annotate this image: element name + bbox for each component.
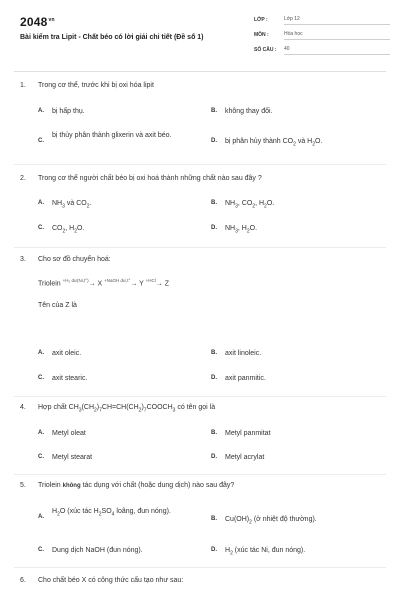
question-number: 5. xyxy=(20,482,26,489)
header-divider xyxy=(14,71,386,72)
option-text: $CO_2$, $H_2O$. xyxy=(52,225,85,235)
reaction-scheme: Triolein $^{+H_2 dư(Ni,t^\circ)}$→ X $^{+NaOH dư,t^\circ}$→ Y $^{+HCl}$→ Z xyxy=(38,278,170,288)
question-text: Trong cơ thể người chất béo bị oxi hoá thành những chất nào sau đây ? xyxy=(38,175,262,182)
option-text: bị hấp thụ. xyxy=(52,108,85,115)
option-text: $NH_3$ và $CO_2$. xyxy=(52,200,92,210)
question-text: Trong cơ thể, trước khi bị oxi hóa lipit xyxy=(38,82,154,89)
question-number: 1. xyxy=(20,82,26,89)
logo-suffix: vn xyxy=(48,17,55,23)
option-text: Metyl panmitat xyxy=(225,430,271,437)
site-logo[interactable]: $2048^{vn}$ xyxy=(20,15,55,29)
option-text: $NH_3$, $H_2O$. xyxy=(225,225,258,235)
meta-question-count: SỐ CÂU : 40 xyxy=(254,47,394,53)
question-number: 4. xyxy=(20,404,26,411)
option-text: axit linoleic. xyxy=(225,350,262,357)
option-text: Metyl oleat xyxy=(52,430,86,437)
question-divider xyxy=(14,474,386,475)
meta-subject: MÔN : Hóa học xyxy=(254,32,394,38)
option-text: $H_2O$ (xúc tác $H_2SO_4$ loãng, đun nóng). xyxy=(52,508,171,518)
arrow-icon: → xyxy=(155,280,163,288)
meta-class: LỚP : Lớp 12 xyxy=(254,17,394,23)
question-number: 6. xyxy=(20,577,26,584)
meta-question-count-value: 40 xyxy=(284,46,390,55)
question-text: Hợp chất $CH_3(CH_2)_7CH=CH(CH_2)_7COOCH_3$ có tên gọi là xyxy=(38,404,216,414)
arrow-label: +H₂ dư(Ni,t°) xyxy=(62,278,89,283)
question-divider xyxy=(14,247,386,248)
arrow-icon: → xyxy=(88,280,96,288)
option-text: bị thủy phân thành glixerin và axit béo. xyxy=(52,132,172,139)
question-divider xyxy=(14,164,386,165)
option-text: $NH_3$, $CO_2$, $H_2O$. xyxy=(225,200,275,210)
option-text: Metyl stearat xyxy=(52,454,93,461)
option-text: bị phân hủy thành $CO_2$ và $H_2O$. xyxy=(225,138,323,148)
option-text: axit stearic. xyxy=(52,375,88,382)
question-number: 3. xyxy=(20,256,26,263)
option-text: Dung dịch NaOH (đun nóng). xyxy=(52,547,143,554)
page-header xyxy=(0,0,400,64)
question-divider xyxy=(14,396,386,397)
meta-subject-value: Hóa học xyxy=(284,31,390,40)
page-title: Bài kiểm tra Lipit - Chất béo có lời giải chi tiết (Đề số 1) xyxy=(20,34,204,41)
arrow-label: +NaOH dư,t° xyxy=(104,278,131,283)
option-text: $H_2$ (xúc tác Ni, đun nóng). xyxy=(225,547,306,557)
arrow-label: +HCl xyxy=(145,278,156,283)
option-text: không thay đổi. xyxy=(225,108,273,115)
question-text: Triolein không tác dụng với chất (hoặc dung dịch) nào sau đây? xyxy=(38,482,235,489)
question-number: 2. xyxy=(20,175,26,182)
option-text: Metyl acrylat xyxy=(225,454,265,461)
arrow-icon: → xyxy=(130,280,138,288)
meta-class-value: Lớp 12 xyxy=(284,16,390,25)
question-followup: Tên của Z là xyxy=(38,302,77,309)
option-text: axit oleic. xyxy=(52,350,82,357)
option-text: $Cu(OH)_2$ (ở nhiệt độ thường). xyxy=(225,516,317,526)
question-divider xyxy=(14,567,386,568)
question-text: Cho chất béo X có công thức cấu tạo như sau: xyxy=(38,577,184,584)
question-text: Cho sơ đồ chuyển hoá: xyxy=(38,256,111,263)
option-text: axit panmitic. xyxy=(225,375,266,382)
